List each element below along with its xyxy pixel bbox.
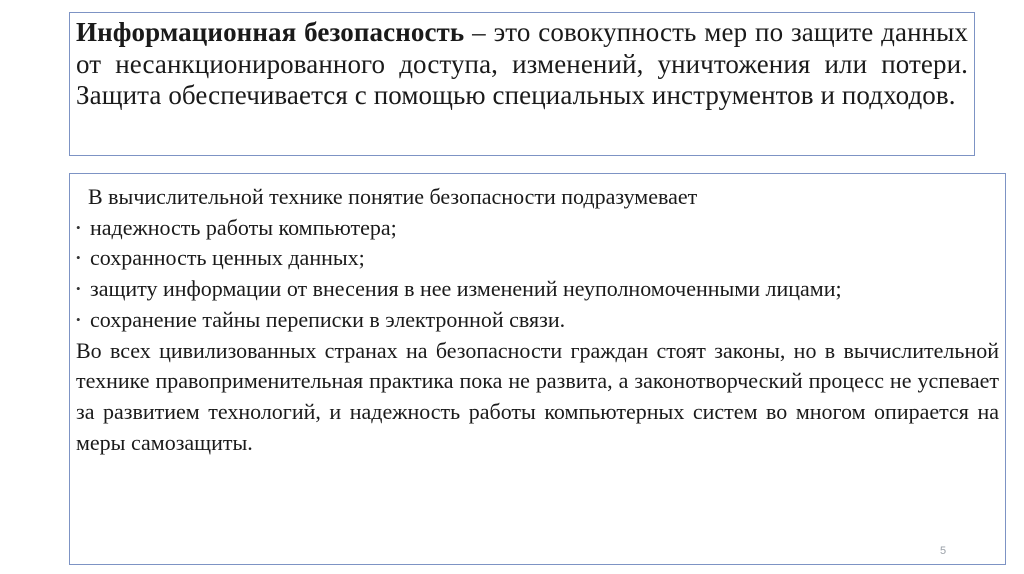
definition-text: – это совокупность мер по защите данных от несанкционированного доступа, изменений, уничтожения или потери. Защита обеспечивается с помощью специальных инструментов и подходов. xyxy=(76,17,969,110)
details-box xyxy=(69,173,1006,565)
bullet-text: надежность работы компьютера; xyxy=(90,214,397,240)
bullet-text: сохранность ценных данных; xyxy=(90,245,365,271)
bullet-icon: • xyxy=(76,219,81,235)
definition-term: Информационная безопасность xyxy=(76,17,465,47)
list-item xyxy=(76,274,999,305)
bullet-text: защиту информации от внесения в нее изменений неуполномоченными лицами; xyxy=(90,276,842,302)
definition-box xyxy=(69,12,975,156)
list-item xyxy=(76,305,999,336)
bullet-icon: • xyxy=(76,281,81,297)
definition-paragraph xyxy=(76,17,968,112)
list-item xyxy=(76,213,999,244)
list-item xyxy=(76,243,999,274)
bullet-icon: • xyxy=(76,311,81,327)
bullet-icon: • xyxy=(76,250,81,266)
details-intro: В вычислительной технике понятие безопасности подразумевает xyxy=(88,184,698,209)
slide-number: 5 xyxy=(940,545,947,557)
details-closing: Во всех цивилизованных странах на безопасности граждан стоят законы, но в вычислительной технике правоприменительная практика пока не развита, а законотворческий процесс не успевает за развитием технологий, и надежность работы компьютерных систем во многом опирается на меры самозащиты. xyxy=(76,337,999,455)
bullet-text: сохранение тайны переписки в электронной связи. xyxy=(90,306,566,332)
